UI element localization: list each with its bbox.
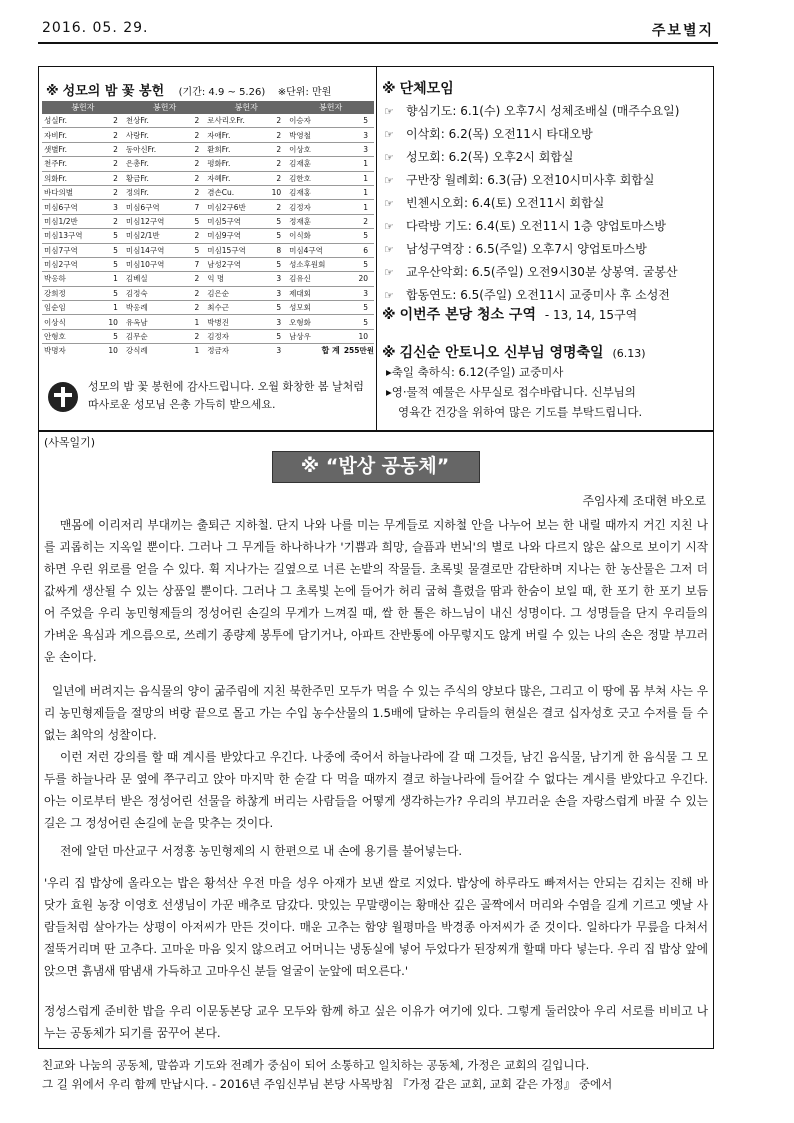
donor-name: 김은순: [205, 286, 265, 300]
donation-amount: 2: [266, 114, 288, 128]
donor-name: 자애Fr.: [205, 128, 265, 142]
donor-name: 김한호: [287, 171, 342, 185]
donation-amount: 10: [102, 315, 124, 329]
donor-name: 미심15구역: [205, 243, 265, 257]
donor-name: 바다의별: [42, 185, 102, 199]
donor-name: 강식례: [125, 346, 148, 356]
donation-amount: 5: [266, 214, 288, 228]
feast-line-text: 영육간 건강을 위하여 많은 기도를 부탁드립니다.: [398, 405, 643, 419]
essay-paragraph: 전에 알던 마산교구 서정홍 농민형제의 시 한편으로 내 손에 용기를 불어넣는다.: [60, 844, 463, 858]
meeting-item: [384, 263, 678, 280]
offering-row: [42, 171, 374, 185]
donation-amount: 5: [342, 315, 374, 329]
donor-name: 이식화: [287, 229, 342, 243]
donation-amount: 10: [266, 185, 288, 199]
meeting-text: 합동연도: 6.5(주일) 오전11시 교중미사 후 소성전: [406, 288, 670, 302]
donation-amount: 5: [184, 214, 205, 228]
donation-amount: 2: [266, 200, 288, 214]
offering-row: [42, 272, 374, 286]
asterisk-mark-icon: ※: [382, 345, 396, 361]
donation-amount: 1: [342, 185, 374, 199]
pointing-hand-icon: ☞: [384, 174, 394, 187]
group-meetings-heading: [382, 78, 454, 98]
donation-amount: 10: [342, 329, 374, 343]
donation-amount: 5: [342, 301, 374, 315]
donor-name: 박옹례: [124, 301, 184, 315]
donor-name: 이승자: [287, 114, 342, 128]
offering-row: [42, 200, 374, 214]
donor-name: 강희정: [42, 286, 102, 300]
donor-name: 합 계: [321, 346, 340, 356]
donation-amount: 5: [102, 257, 124, 271]
offering-table-header: [42, 101, 374, 114]
donation-amount: 2: [184, 301, 205, 315]
donor-name: 미심6구역: [42, 200, 102, 214]
donation-amount: 5: [342, 229, 374, 243]
donor-name: 환희Fr.: [205, 142, 265, 156]
meeting-item: [384, 217, 666, 234]
donation-amount: 3: [276, 346, 282, 356]
donor-name: 정의Fr.: [124, 185, 184, 199]
column-header: 봉헌자: [42, 101, 124, 114]
donation-amount: 2: [102, 185, 124, 199]
donation-amount: 2: [102, 128, 124, 142]
bulletin-date: 2016. 05. 29.: [42, 20, 149, 36]
flower-offering-period: (기간: 4.9 ~ 5.26): [178, 87, 266, 98]
donor-name: 미심9구역: [205, 229, 265, 243]
offering-row: [42, 157, 374, 171]
donation-amount: 5: [102, 243, 124, 257]
donor-name: 성실Fr.: [42, 114, 102, 128]
offering-row: [42, 128, 374, 142]
donor-name: 김유신: [287, 272, 342, 286]
donation-amount: 5: [266, 301, 288, 315]
donor-name: 이상식: [42, 315, 102, 329]
offering-row: [42, 142, 374, 156]
donation-amount: 2: [342, 214, 374, 228]
donor-name: 미심6구역: [124, 200, 184, 214]
donor-name: 평화Fr.: [205, 157, 265, 171]
donor-name: 미심1/2반: [42, 214, 102, 228]
donation-amount: 255만원: [343, 346, 374, 356]
donation-amount: 5: [342, 257, 374, 271]
flower-offering-title: 성모의 밤 꽃 봉헌: [62, 84, 165, 99]
donation-amount: 2: [266, 157, 288, 171]
motto-line: 친교와 나눔의 공동체, 말씀과 기도와 전례가 중심이 되어 소통하고 일치하는 공동체, 가정은 교회의 길입니다.: [42, 1058, 590, 1072]
group-meetings-title: 단체모임: [399, 81, 454, 97]
offering-table: [42, 101, 374, 358]
pointing-hand-icon: ☞: [384, 151, 394, 164]
donor-name: 미심14구역: [124, 243, 184, 257]
feast-line: [386, 384, 636, 400]
feast-line-text: 영·물적 예물은 사무실로 접수바랍니다. 신부님의: [391, 385, 636, 399]
donor-name: 성모회: [287, 301, 342, 315]
essay-paragraph: 이런 저런 강의를 할 때 계시를 받았다고 우긴다. 나중에 죽어서 하늘나라에 갈 때 그것들, 남긴 음식물, 남기게 한 음식물 그 모두를 하늘나라 문 옆에 쭈구리고 앉아 마지막 한 숟갈 다 먹을 때까지 결코 하늘나라에 들어갈 수 없다는 계시를 받았다고 우긴다. 아는 이로부터 받은 정성어린 선물을 하찮게 버리는 사람들을 어떻게 생각하는가? 우리의 부끄러운 손을 자랑스럽게 바꿀 수 있는 길은 그 정성어린 손길에 눈을 맞추는 것이다.: [44, 750, 708, 830]
asterisk-mark-icon: ※: [382, 307, 396, 323]
meeting-item: [384, 194, 604, 211]
donor-name: 미심12구역: [124, 214, 184, 228]
donor-name: 천주Fr.: [42, 157, 102, 171]
donation-amount: 2: [184, 272, 205, 286]
meeting-item: [384, 102, 679, 119]
donor-name: 미심13구역: [42, 229, 102, 243]
offering-table-body: [42, 114, 374, 358]
donation-amount: 7: [184, 257, 205, 271]
meeting-item: [384, 240, 647, 257]
cleaning-zones: - 13, 14, 15구역: [544, 308, 638, 322]
essay-tag: (사목일기): [44, 436, 96, 449]
donation-amount: 3: [342, 128, 374, 142]
donor-name: 남상우: [287, 329, 342, 343]
donor-name: 미심2구6반: [205, 200, 265, 214]
donation-amount: 1: [194, 346, 200, 356]
bullet-icon: ▸: [386, 385, 392, 399]
donation-amount: 2: [184, 185, 205, 199]
donor-name: 의화Fr.: [42, 171, 102, 185]
donation-amount: 10: [108, 346, 118, 356]
essay-author: 주임사제 조대현 바오로: [582, 494, 706, 508]
donor-name: 안형호: [42, 329, 102, 343]
essay-paragraph: 정성스럽게 준비한 밥을 우리 이문동본당 교우 모두와 함께 하고 싶은 이유가 여기에 있다. 그렇게 둘러앉아 우리 서로를 비비고 나누는 공동체가 되기를 꿈꾸어 본다.: [44, 1004, 708, 1040]
donor-name: 김정자: [287, 200, 342, 214]
column-header: 봉헌자: [124, 101, 205, 114]
donation-amount: 5: [266, 229, 288, 243]
meeting-item: [384, 148, 574, 165]
donor-name: 동아신Fr.: [124, 142, 184, 156]
donation-amount: 2: [184, 171, 205, 185]
donor-name: 겸손Cu.: [205, 185, 265, 199]
offering-row: [42, 301, 374, 315]
donor-name: 정금자: [207, 346, 230, 356]
meeting-text: 성모회: 6.2(목) 오후2시 회합실: [406, 150, 574, 164]
donor-name: 김정숙: [124, 286, 184, 300]
donor-name: 임순임: [42, 301, 102, 315]
donation-amount: 2: [184, 142, 205, 156]
offering-row: [42, 114, 374, 128]
donation-amount: 2: [102, 114, 124, 128]
donor-name: 미심10구역: [124, 257, 184, 271]
donation-amount: 5: [102, 229, 124, 243]
donor-name: 사랑Fr.: [124, 128, 184, 142]
header-rule: [38, 42, 718, 44]
donation-amount: 2: [102, 142, 124, 156]
donation-amount: 3: [266, 315, 288, 329]
donation-amount: 2: [266, 128, 288, 142]
pointing-hand-icon: ☞: [384, 243, 394, 256]
donor-name: 자혜Fr.: [205, 171, 265, 185]
parish-motto: [42, 1056, 718, 1094]
thanks-text: 성모의 밤 꽃 봉헌에 감사드립니다. 오월 화창한 봄 날처럼 따사로운 성모님 은총 가득히 받으세요.: [88, 380, 364, 411]
donation-amount: 1: [342, 200, 374, 214]
donor-name: 미심2구역: [42, 257, 102, 271]
offering-row: [42, 257, 374, 271]
bullet-icon: ▸: [386, 365, 392, 379]
donor-name: 샛별Fr.: [42, 142, 102, 156]
donation-amount: 1: [342, 157, 374, 171]
donation-amount: 3: [266, 272, 288, 286]
meeting-item: [384, 286, 670, 303]
donation-amount: 2: [266, 171, 288, 185]
donation-amount: 2: [184, 157, 205, 171]
donation-amount: 5: [342, 114, 374, 128]
pointing-hand-icon: ☞: [384, 128, 394, 141]
offering-row: [42, 329, 374, 343]
donation-amount: 2: [184, 114, 205, 128]
cleaning-heading: [382, 304, 637, 324]
column-header: 봉헌자: [287, 101, 374, 114]
donation-amount: 3: [342, 286, 374, 300]
feast-line: [398, 404, 642, 420]
donor-name: 정재훈: [287, 214, 342, 228]
donor-name: 김베실: [124, 272, 184, 286]
feast-title: 김신순 안토니오 신부님 영명축일: [399, 345, 604, 361]
meeting-text: 남성구역장 : 6.5(주일) 오후7시 양업토마스방: [406, 242, 647, 256]
donation-amount: 5: [102, 329, 124, 343]
donor-name: 성소후원회: [287, 257, 342, 271]
feast-line-text: 축일 축하식: 6.12(주일) 교중미사: [391, 365, 564, 379]
donor-name: 박영철: [287, 128, 342, 142]
donation-amount: 2: [266, 142, 288, 156]
donation-amount: 2: [102, 214, 124, 228]
offering-row: [42, 344, 374, 358]
meeting-text: 빈첸시오회: 6.4(토) 오전11시 회합실: [406, 196, 605, 210]
donation-amount: 1: [342, 171, 374, 185]
essay-poem: '우리 집 밥상에 올라오는 밥은 황석산 우전 마을 성우 아재가 보낸 쌀로 지었다. 밥상에 하루라도 빠져서는 안되는 김치는 진해 바닷가 효원 농장 이영호 선생님이 가꾼 배추로 담갔다. 맛있는 무말랭이는 황매산 깊은 골짝에서 머리와 수염을 길게 기르고 옛날 사람들처럼 살아가는 상평이 아저씨가 만든 것이다. 매운 고추는 함양 월평마을 박경종 아저씨가 준 것이다. 일하다가 무릎을 다쳐서 절뚝거리며 딴 고추다. 고마운 마음 잊지 않으려고 어머니는 냉동실에 넣어 두었다가 된장찌개 할때 마다 넣는다. 우리 집 밥상 앞에 앉으면 흙냄새 땀냄새 가득하고 고마우신 분들 얼굴이 눈앞에 떠오른다.': [44, 876, 708, 978]
pointing-hand-icon: ☞: [384, 266, 394, 279]
thanks-note: [44, 376, 370, 424]
donor-name: 김재훈: [287, 157, 342, 171]
offering-row: [42, 315, 374, 329]
donation-amount: 2: [184, 329, 205, 343]
donation-amount: 8: [266, 243, 288, 257]
donor-name: 천상Fr.: [124, 114, 184, 128]
donation-amount: 1: [102, 272, 124, 286]
donor-name: 제대회: [287, 286, 342, 300]
donation-amount: 5: [266, 257, 288, 271]
donor-name: 김무순: [124, 329, 184, 343]
column-header: 봉헌자: [205, 101, 287, 114]
meeting-text: 교우산악회: 6.5(주일) 오전9시30분 상봉역. 굴봉산: [406, 265, 678, 279]
donation-amount: 6: [342, 243, 374, 257]
donor-name: 은총Fr.: [124, 157, 184, 171]
donor-name: 박옹하: [42, 272, 102, 286]
donation-amount: 2: [184, 286, 205, 300]
column-divider: [376, 66, 377, 431]
donation-amount: 7: [184, 200, 205, 214]
donor-name: 로사리오Fr.: [205, 114, 265, 128]
feast-heading: [382, 342, 646, 362]
pointing-hand-icon: ☞: [384, 220, 394, 233]
donation-amount: 2: [184, 128, 205, 142]
asterisk-mark-icon: ※: [382, 81, 396, 97]
donor-name: 박명자: [44, 346, 66, 356]
offering-row: [42, 214, 374, 228]
donor-name: 이상호: [287, 142, 342, 156]
donation-amount: 3: [102, 200, 124, 214]
donor-name: 오형화: [287, 315, 342, 329]
pointing-hand-icon: ☞: [384, 289, 394, 302]
donor-name: 미심7구역: [42, 243, 102, 257]
pointing-hand-icon: ☞: [384, 197, 394, 210]
asterisk-mark-icon: ※: [46, 84, 59, 99]
donation-amount: 1: [184, 315, 205, 329]
donation-amount: 1: [102, 301, 124, 315]
flower-offering-unit: ※단위: 만원: [277, 87, 332, 98]
donor-name: 유옥남: [124, 315, 184, 329]
donor-name: 최수근: [205, 301, 265, 315]
essay-paragraph: 일년에 버려지는 음식물의 양이 굶주림에 지친 북한주민 모두가 먹을 수 있는 주식의 양보다 많은, 그리고 이 땅에 몸 부쳐 사는 우리 농민형제들을 절망의 벼랑 끝으로 몰고 가는 수입 농수산물의 1.5배에 달하는 우리들의 현실은 결코 십자성호 긋고 수저를 들 수 없는 최악의 성찰이다.: [44, 684, 708, 742]
offering-row: [42, 243, 374, 257]
flower-offering-heading: [46, 80, 331, 99]
offering-row: [42, 185, 374, 199]
donor-name: 익 명: [205, 272, 265, 286]
donation-amount: 20: [342, 272, 374, 286]
donation-amount: 5: [266, 329, 288, 343]
donation-amount: 2: [102, 171, 124, 185]
offering-row: [42, 286, 374, 300]
donor-name: 자비Fr.: [42, 128, 102, 142]
feast-date: (6.13): [612, 347, 646, 360]
pointing-hand-icon: ☞: [384, 105, 394, 118]
cleaning-title: 이번주 본당 청소 구역: [399, 307, 536, 323]
feast-line: [386, 364, 563, 380]
meeting-text: 다락방 기도: 6.4(토) 오전11시 1층 양업토마스방: [406, 219, 666, 233]
motto-line: 그 길 위에서 우리 함께 만납시다. - 2016년 주임신부님 본당 사목방침 『가정 같은 교회, 교회 같은 가정』 중에서: [42, 1077, 613, 1091]
meeting-text: 구반장 월례회: 6.3(금) 오전10시미사후 회합실: [406, 173, 655, 187]
donor-name: 김정자: [205, 329, 265, 343]
meeting-item: [384, 125, 593, 142]
donor-name: 남성2구역: [205, 257, 265, 271]
donor-name: 미심4구역: [287, 243, 342, 257]
meeting-text: 향심기도: 6.1(수) 오후7시 성체조배실 (매주수요일): [406, 104, 680, 118]
donation-amount: 3: [266, 286, 288, 300]
cross-icon: [48, 382, 78, 412]
donor-name: 김재홍: [287, 185, 342, 199]
donation-amount: 3: [342, 142, 374, 156]
donation-amount: 5: [184, 243, 205, 257]
donor-name: 미심5구역: [205, 214, 265, 228]
donation-amount: 2: [184, 229, 205, 243]
bulletin-title: 주보별지: [651, 23, 714, 39]
donor-name: 황금Fr.: [124, 171, 184, 185]
meeting-item: [384, 171, 655, 188]
donor-name: 미심2/1반: [124, 229, 184, 243]
essay-title: ※ “밥상 공동체”: [300, 455, 450, 477]
donation-amount: 5: [102, 286, 124, 300]
donation-amount: 2: [102, 157, 124, 171]
donor-name: 박병진: [205, 315, 265, 329]
meeting-text: 이삭회: 6.2(목) 오전11시 타대오방: [406, 127, 593, 141]
offering-row: [42, 229, 374, 243]
essay-paragraph: 맨몸에 이리저리 부대끼는 출퇴근 지하철. 단지 나와 나를 미는 무게들로 지하철 안을 나누어 보는 한 내릴 때까지 거긴 지친 나를 괴롭히는 지옥일 뿐이다. 그러나 그 무게들 하나하나가 '기쁨과 희망, 슬픔과 번뇌'의 별로 나와 다르지 않은 삶으로 보이기 시작하면 우린 위로를 얻을 수 있다. 휙 지나가는 길옆으로 너른 논밭의 작물들. 초록빛 물결로만 감탄하며 지나는 한 농산물은 그저 더 값싸게 생산될 수 있는 상품일 뿐이다. 그러나 그 초록빛 논에 들어가 허리 굽혀 흘렸을 땀과 한숨이 보일 때, 한 포기 한 포기 보듬어 주었을 우리 농민형제들의 정성어린 손길의 무게가 느껴질 때, 쌀 한 톨은 하느님이 내신 성명이다. 그 성명들을 단지 우리들의 가벼운 욕심과 게으름으로, 쓰레기 종량제 봉투에 담기거나, 아파트 잔반통에 아무렇지도 않게 버릴 수 있는 나의 손은 정말 부끄러운 손이다.: [44, 518, 708, 664]
